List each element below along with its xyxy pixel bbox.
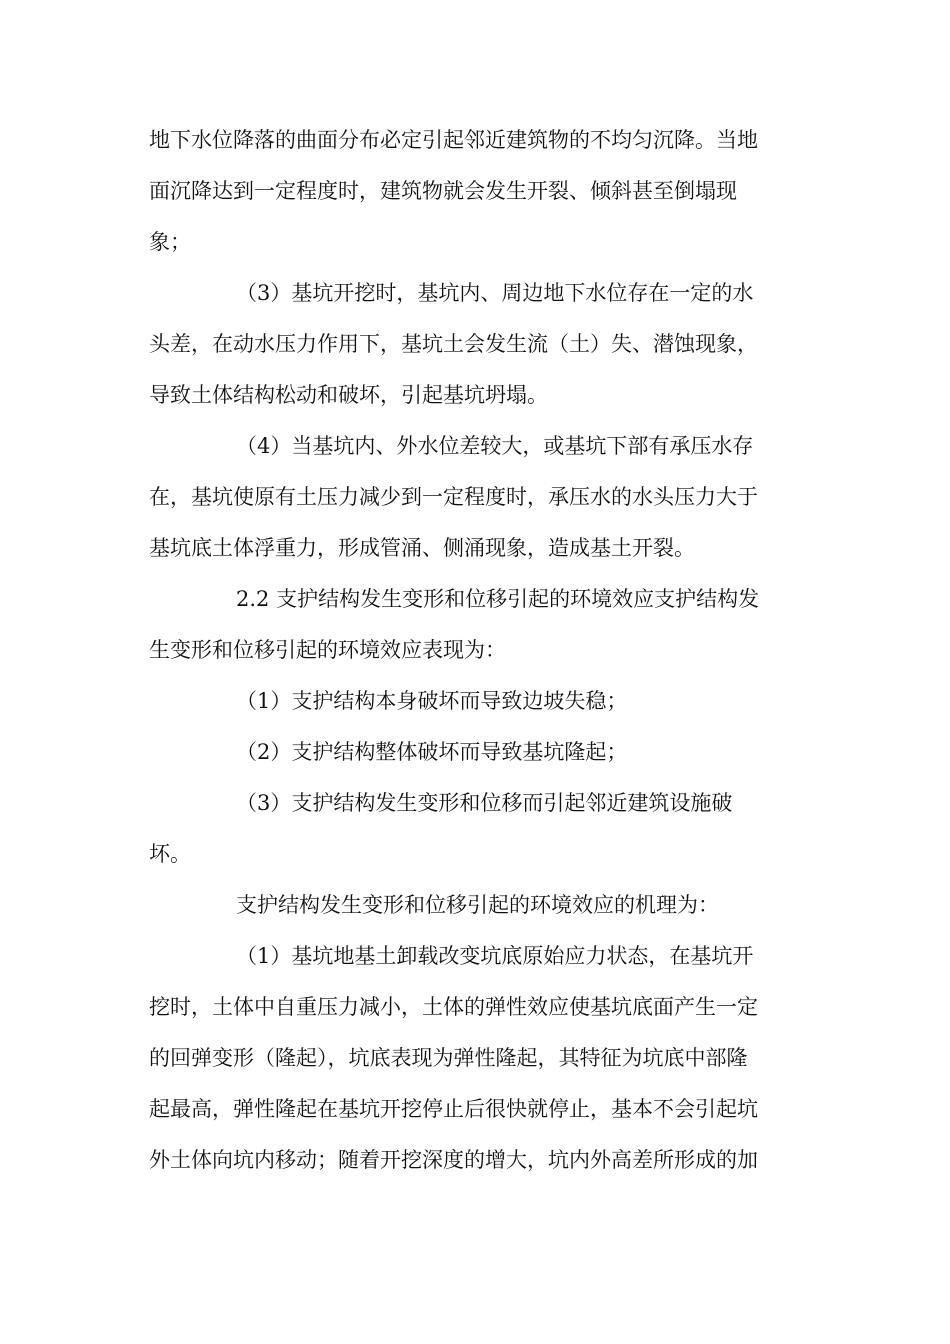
text-line: （4）当基坑内、外水位差较大，或基坑下部有承压水存: [236, 434, 754, 458]
text-line: 挖时，土体中自重压力减小，土体的弹性效应使基坑底面产生一定: [149, 995, 758, 1019]
text-line: 基坑底土体浮重力，形成管涌、侧涌现象，造成基土开裂。: [149, 536, 695, 560]
text-line: 在，基坑使原有土压力减少到一定程度时，承压水的水头压力大于: [149, 485, 758, 509]
text-line: （3）基坑开挖时，基坑内、周边地下水位存在一定的水: [236, 281, 754, 305]
text-line: 坏。: [149, 842, 191, 866]
text-line: 导致土体结构松动和破坏，引起基坑坍塌。: [149, 383, 548, 407]
text-line: 生变形和位移引起的环境效应表现为：: [149, 638, 506, 662]
text-line: 支护结构发生变形和位移引起的环境效应的机理为：: [236, 893, 719, 917]
text-line: 头差，在动水压力作用下，基坑土会发生流（土）失、潜蚀现象，: [149, 332, 758, 356]
list-item-line: （2）支护结构整体破坏而导致基坑隆起；: [236, 740, 628, 764]
text-line: 外土体向坑内移动；随着开挖深度的增大，坑内外高差所形成的加: [149, 1148, 758, 1172]
text-line: 面沉降达到一定程度时，建筑物就会发生开裂、倾斜甚至倒塌现: [149, 179, 737, 203]
section-heading-line: 2.2 支护结构发生变形和位移引起的环境效应支护结构发: [236, 587, 760, 611]
text-line: 地下水位降落的曲面分布必定引起邻近建筑物的不均匀沉降。当地: [149, 128, 758, 152]
text-line: 象；: [149, 230, 191, 254]
text-line: 的回弹变形（隆起），坑底表现为弹性隆起，其特征为坑底中部隆: [149, 1046, 748, 1070]
text-line: 起最高，弹性隆起在基坑开挖停止后很快就停止，基本不会引起坑: [149, 1097, 758, 1121]
list-item-line: （3）支护结构发生变形和位移而引起邻近建筑设施破: [236, 791, 733, 815]
list-item-line: （1）基坑地基土卸载改变坑底原始应力状态，在基坑开: [236, 944, 754, 968]
list-item-line: （1）支护结构本身破坏而导致边坡失稳；: [236, 689, 628, 713]
